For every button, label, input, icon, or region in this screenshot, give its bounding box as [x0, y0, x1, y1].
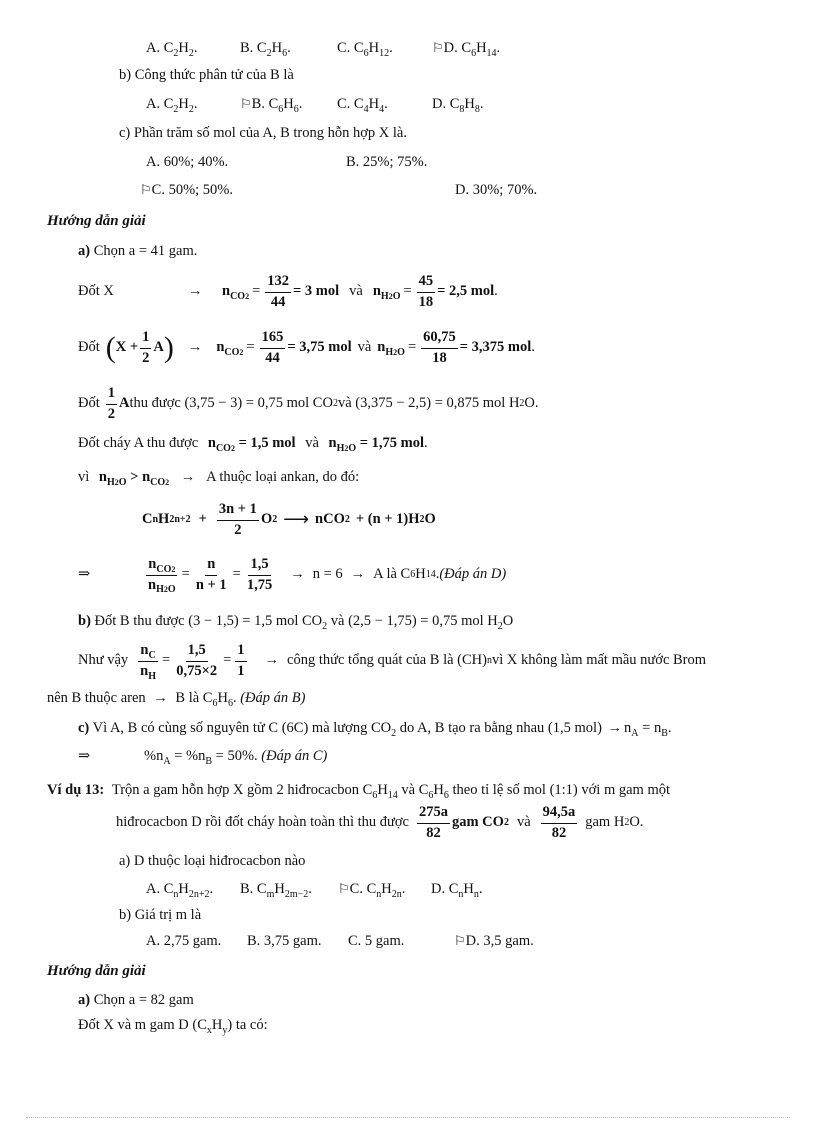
sol1-eq2: Đốt ( X + $\frac{1}{2}$ A ) → $n_{CO2}$ = $\frac{165}{44}$ = 3,75 mol và $n_{H2O}$ = $\frac{60,75}{18}$ = 3,375 mol . [78, 329, 535, 366]
option-a: A. $C_2H_2$. [146, 40, 198, 59]
reaction-equation: C n H 2n+2 + $\frac{3n + 1}{2}$ O 2 ⟶ nCO 2 + (n + 1)H 2 O [142, 501, 436, 538]
q-prev-c-options-row1 [0, 154, 816, 174]
flag-icon: ⚐ [454, 934, 466, 949]
q-prev-a-options [0, 40, 816, 60]
option-b: B. $C_2H_6$. [240, 40, 291, 59]
section-title-2: Hướng dẫn giải [47, 963, 146, 979]
flag-icon: ⚐ [140, 183, 152, 198]
option-c: ⚐C. 50%; 50%. [140, 182, 234, 198]
q-prev-c-prompt: c) Phần trăm số mol của A, B trong hỗn hợp X là. [119, 125, 407, 141]
q13-a-options [0, 881, 816, 901]
option-d: D. 30%; 70%. [455, 182, 538, 198]
option-c: C. 5 gam. [348, 933, 405, 949]
sol1-c-result: ⇒ $\%n_A = \%n_B = 50\%$. (Đáp án C) [78, 748, 328, 767]
sol1-b-line3: nên B thuộc aren → B là $C_6H_6$. (Đáp án B) [47, 690, 306, 709]
example-13-line2: hiđrocacbon D rồi đốt cháy hoàn toàn thì thu được $\frac{275a}{82}$ gam CO 2 và $\frac{94,5a}{82}$ gam H 2 O. [116, 804, 644, 841]
q13-a-prompt: a) D thuộc loại hiđrocacbon nào [119, 853, 306, 869]
sol1-line3: Đốt $\frac{1}{2}$ A thu được (3,75 − 3) = 0,75 mol CO 2 và (3,375 − 2,5) = 0,875 mol H 2 O. [78, 385, 539, 422]
option-a: A. $C_2H_2$. [146, 96, 198, 115]
option-a: A. 60%; 40%. [146, 154, 229, 170]
option-b: B. 25%; 75%. [346, 154, 428, 170]
option-b: ⚐B. $C_6H_6$. [240, 96, 303, 115]
option-d: D. $C_8H_8$. [432, 96, 484, 115]
sol1-c: c) Vì A, B có cùng số nguyên tử C (6C) mà lượng $CO_2$ do A, B tạo ra bằng nhau (1,5 $mol) \to n_A = n_B$. [78, 720, 672, 739]
q13-b-options [0, 933, 816, 953]
sol1-line5: vì $n_{H2O} > n_{CO2} \to A$ thuộc loại ankan, do đó: [78, 469, 360, 488]
sol2-a: a) Chọn a = 82 gam [78, 992, 194, 1008]
example-13-line1: Ví dụ 13: Trộn a gam hỗn hợp X gồm 2 hiđrocacbon $C_6H_{14}$ và $C_6H_6$ theo tỉ lệ số mol (1:1) với m gam một [47, 782, 671, 801]
sol2-line2: Đốt X và m gam D $(C_xH_y)$ ta có: [78, 1017, 268, 1036]
sol1-b: b) Đốt B thu được (3 − 1,5) = 1,5 mol $CO_2$ và (2,5 − 1,75) = 0,75 mol $H_2O$ [78, 613, 514, 632]
option-c: ⚐C. $C_nH_{2n}$. [338, 881, 406, 900]
sol1-line4: Đốt cháy A thu được $n_{CO2} = 1,5$ mol và $n_{H2O} = 1,75$ mol. [78, 435, 428, 454]
option-b: B. 3,75 gam. [247, 933, 322, 949]
sol1-eq1: Đốt X → $n_{CO2}$ = $\frac{132}{44}$ = 3 mol và $n_{H2O}$ = $\frac{45}{18}$ = 2,5 mol . [78, 273, 498, 310]
option-d: ⚐D. $C_6H_{14}$. [432, 40, 501, 59]
q-prev-b-options [0, 96, 816, 116]
sol1-b-ratio: Như vậy $\frac{n_C}{n_H}$ = $\frac{1,5}{0,75\times 2}$ = $\frac{1}{1}$ → công thức tổng quát của B là (CH) n vì X không làm mất mầu nước Brom [78, 642, 707, 682]
option-d: D. $C_nH_n$. [431, 881, 483, 900]
option-c: C. $C_6H_{12}$. [337, 40, 393, 59]
flag-icon: ⚐ [338, 882, 350, 897]
q-prev-b-prompt: b) Công thức phân tử của B là [119, 67, 294, 83]
flag-icon: ⚐ [240, 97, 252, 112]
q-prev-c-options-row2 [0, 182, 816, 202]
q13-b-prompt: b) Giá trị m là [119, 907, 202, 923]
option-a: A. 2,75 gam. [146, 933, 222, 949]
option-c: C. $C_4H_4$. [337, 96, 388, 115]
page-footer-rule [26, 1117, 790, 1118]
sol1-a: a) Chọn a = 41 gam. [78, 243, 198, 259]
flag-icon: ⚐ [432, 41, 444, 56]
section-title: Hướng dẫn giải [47, 213, 146, 229]
sol1-ratio: ⇒ $\frac{n_{CO2}}{n_{H2O}}$ = $\frac{n}{n + 1}$ = $\frac{1,5}{1,75}$ → n = 6 → A là C 6 H 14 . (Đáp án D) [78, 556, 507, 596]
option-b: B. $C_mH_{2m-2}$. [240, 881, 312, 900]
option-d: ⚐D. 3,5 gam. [454, 933, 534, 949]
option-a: A. $C_nH_{2n+2}$. [146, 881, 214, 900]
